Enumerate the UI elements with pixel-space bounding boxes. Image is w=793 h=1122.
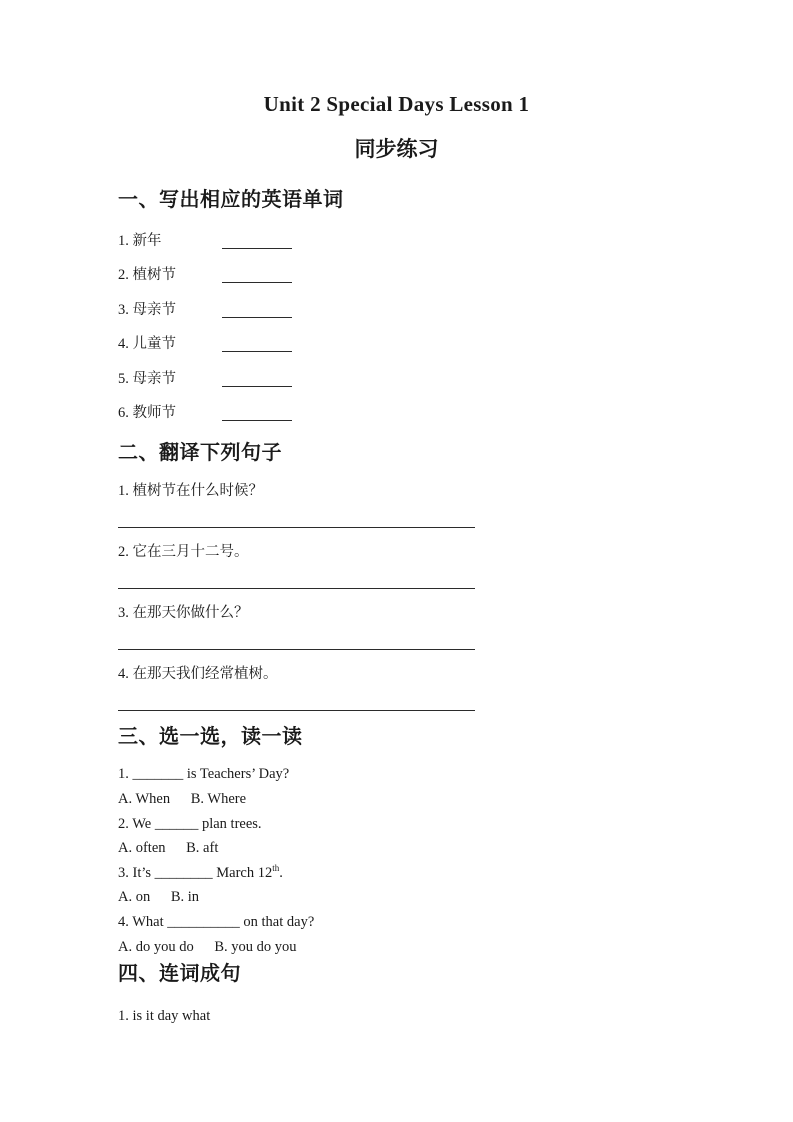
answer-blank [222,282,292,283]
option-a: A. on [118,889,151,906]
chinese-word: 母亲节 [132,301,176,318]
question-text-end: . [279,864,283,881]
section-three-choice-list [118,762,693,959]
word-item-6 [118,404,693,438]
word-item-3 [118,301,693,335]
choice-question-4: 4. What __________ on that day? [118,913,315,930]
document-subtitle: 同步练习 [354,138,439,161]
answer-blank [222,351,292,352]
chinese-word: 教师节 [132,404,176,421]
word-order-item-1: 1. is it day what [118,1008,211,1025]
item-number: 5. [118,370,129,387]
option-a: A. When [118,790,171,807]
answer-blank [222,248,292,249]
choice-options-3 [118,885,693,910]
section-one-heading: 一、写出相应的英语单词 [118,189,344,211]
item-number: 2. [118,267,129,284]
section-two-translation-list [118,482,693,711]
question-text: 3. It’s ________ March 12 [118,864,273,881]
section-two-heading: 二、翻译下列句子 [118,442,282,465]
item-number: 6. [118,404,129,421]
choice-question-3 [118,861,693,886]
answer-blank [222,317,292,318]
translation-question-1: 1. 植树节在什么时候？ [118,483,263,500]
choice-question-1: 1. _______ is Teachers’ Day? [118,766,290,783]
answer-blank [222,420,292,421]
document-title: Unit 2 Special Days Lesson 1 [263,92,530,116]
option-b: B. aft [186,840,219,857]
choice-options-1 [118,787,693,812]
choice-options-4 [118,935,693,960]
option-b: B. in [170,889,200,906]
worksheet-content [0,188,793,1026]
option-a: A. do you do [118,938,194,955]
section-three-heading: 三、选一选，读一读 [118,726,303,749]
ordinal-superscript: th [272,862,280,873]
answer-line [118,649,475,650]
item-number: 4. [118,336,129,353]
word-item-4 [118,335,693,369]
translation-question-3: 3. 在那天你做什么？ [118,605,249,622]
section-four-heading: 四、连词成句 [118,963,241,986]
word-item-5 [118,370,693,404]
chinese-word: 母亲节 [132,370,176,387]
choice-question-2: 2. We ______ plan trees. [118,815,262,832]
answer-line [118,527,475,528]
answer-line [118,588,475,589]
item-number: 1. [118,233,129,249]
answer-blank [222,386,292,387]
word-item-1 [118,232,693,266]
chinese-word: 植树节 [132,267,176,284]
choice-options-2 [118,836,693,861]
option-b: B. Where [190,790,247,807]
translation-question-4: 4. 在那天我们经常植树。 [118,666,278,683]
translation-question-2: 2. 它在三月十二号。 [118,544,249,561]
option-a: A. often [118,840,166,857]
option-b: B. you do you [214,938,297,955]
answer-line [118,710,475,711]
chinese-word: 儿童节 [132,336,176,353]
item-number: 3. [118,301,129,318]
chinese-word: 新年 [132,233,162,249]
word-item-2 [118,266,693,300]
section-one-word-list [118,232,693,438]
